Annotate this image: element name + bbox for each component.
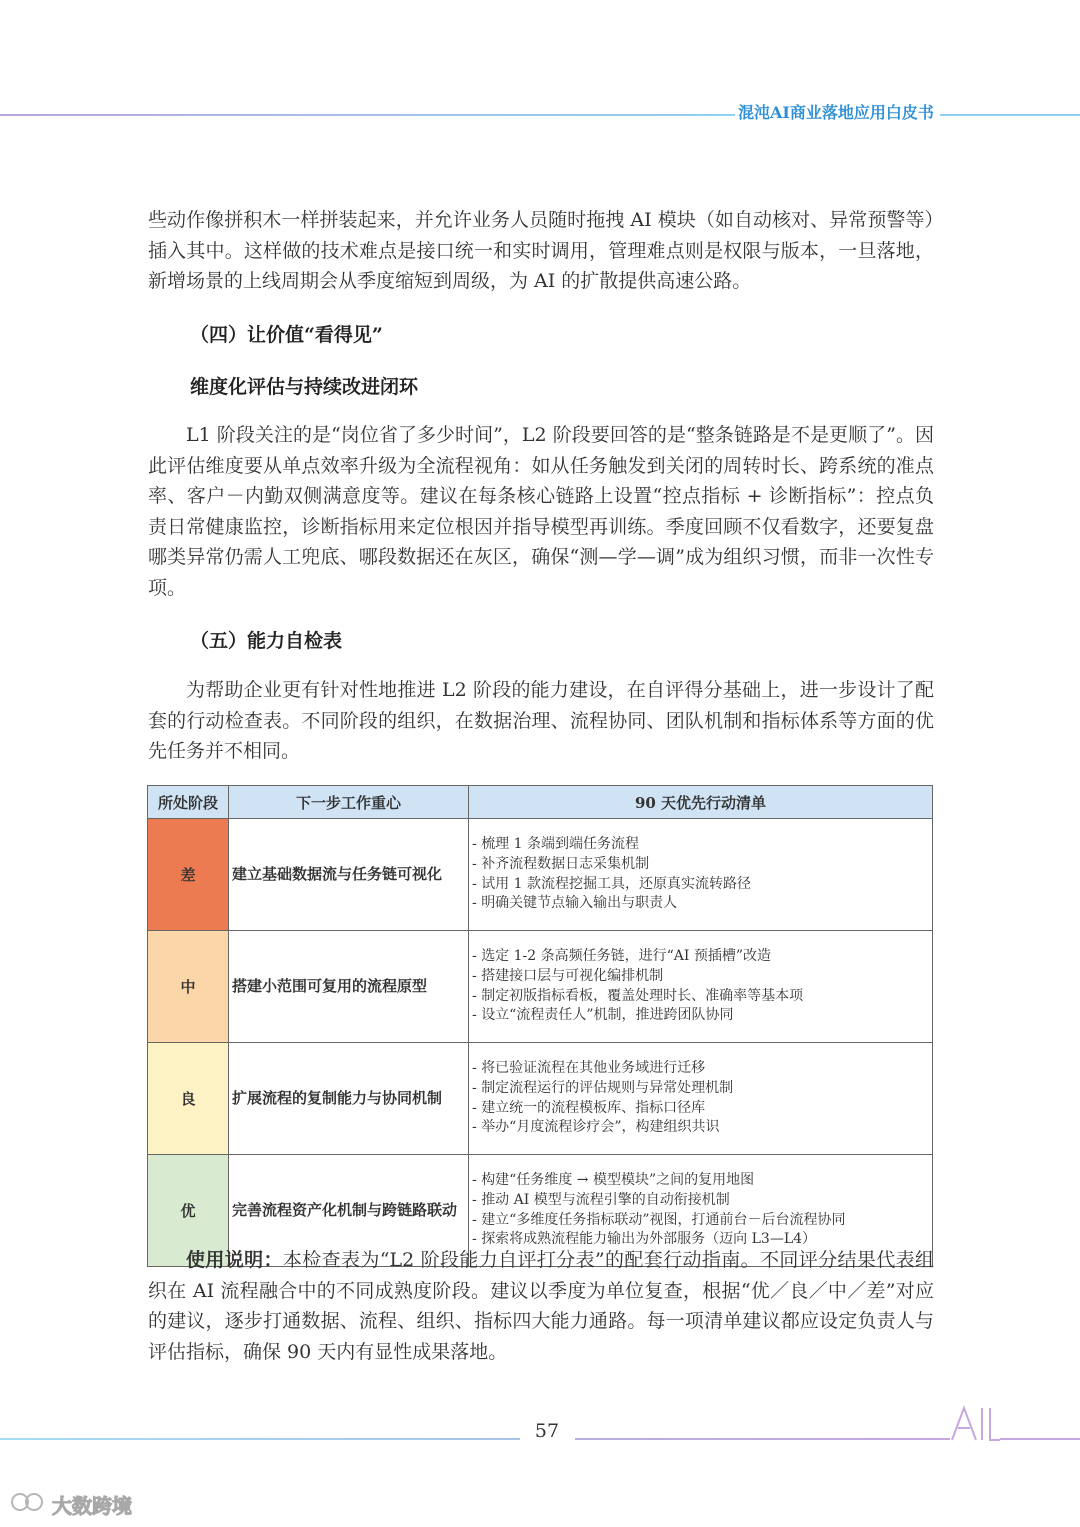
action-list (472, 1059, 926, 1138)
footer-rule-left (0, 1438, 520, 1440)
intro-paragraph-block (148, 205, 934, 297)
usage-body: 本检查表为“L2 阶段能力自评打分表”的配套行动指南。不同评分结果代表组织在 AI 流程融合中的不同成熟度阶段。建议以季度为单位复查，根据“优／良／中／差”对应的建议，逐步打通数据、流程、组织、指标四大能力通路。每一项清单建议都应设定负责人与评估指标，确保 90 天内有显性成果落地。 (148, 1249, 934, 1363)
action-item: - 选定 1-2 条高频任务链，进行“AI 预插槽”改造 (472, 947, 926, 967)
header-title: 混沌AI商业落地应用白皮书 (738, 103, 934, 122)
actions-cell (469, 819, 933, 931)
usage-note (148, 1245, 934, 1367)
header-stage: 所处阶段 (148, 786, 229, 819)
focus-cell: 完善流程资产化机制与跨链路联动 (229, 1155, 469, 1267)
stage-cell-good: 良 (148, 1043, 229, 1155)
section5-title: （五）能力自检表 (190, 630, 343, 652)
action-item: - 试用 1 款流程挖掘工具，还原真实流转路径 (472, 875, 926, 895)
action-item: - 制定初版指标看板，覆盖处理时长、准确率等基本项 (472, 987, 926, 1007)
action-item: - 梳理 1 条端到端任务流程 (472, 835, 926, 855)
section5-body-block (148, 675, 934, 767)
action-list (472, 947, 926, 1026)
action-item: - 搭建接口层与可视化编排机制 (472, 967, 926, 987)
watermark-text: 大数跨境 (52, 1493, 132, 1518)
usage-note-block (148, 1245, 934, 1367)
usage-label: 使用说明： (186, 1249, 283, 1271)
action-item: - 将已验证流程在其他业务域进行迁移 (472, 1059, 926, 1079)
stage-cell-excellent: 优 (148, 1155, 229, 1267)
action-list (472, 1171, 926, 1250)
table-header-row (148, 786, 933, 819)
action-item: - 举办“月度流程诊疗会”，构建组织共识 (472, 1118, 926, 1138)
capability-checklist-table (147, 785, 933, 1267)
table-row (148, 819, 933, 931)
watermark-icon (10, 1490, 46, 1518)
intro-paragraph: 些动作像拼积木一样拼装起来，并允许业务人员随时拖拽 AI 模块（如自动核对、异常预警等）插入其中。这样做的技术难点是接口统一和实时调用，管理难点则是权限与版本，一旦落地，新增场景的上线周期会从季度缩短到周级，为 AI 的扩散提供高速公路。 (148, 209, 934, 292)
action-list (472, 835, 926, 914)
section5-body: 为帮助企业更有针对性地推进 L2 阶段的能力建设，在自评得分基础上，进一步设计了配套的行动检查表。不同阶段的组织，在数据治理、流程协同、团队机制和指标体系等方面的优先任务并不相同。 (148, 679, 934, 762)
actions-cell (469, 931, 933, 1043)
ai-logo (950, 1404, 1000, 1446)
section4-title: （四）让价值“看得见” (190, 324, 383, 346)
watermark (10, 1490, 132, 1518)
action-item: - 推动 AI 模型与流程引擎的自动衔接机制 (472, 1191, 926, 1211)
table-row (148, 1043, 933, 1155)
action-item: - 探索将成熟流程能力输出为外部服务（迈向 L3—L4） (472, 1230, 926, 1250)
page-number: 57 (534, 1420, 560, 1442)
focus-cell: 扩展流程的复制能力与协同机制 (229, 1043, 469, 1155)
focus-cell: 搭建小范围可复用的流程原型 (229, 931, 469, 1043)
header-rule-right (940, 114, 1080, 116)
action-item: - 制定流程运行的评估规则与异常处理机制 (472, 1079, 926, 1099)
header-focus: 下一步工作重心 (229, 786, 469, 819)
action-item: - 设立“流程责任人”机制，推进跨团队协同 (472, 1006, 926, 1026)
section4-subtitle: 维度化评估与持续改进闭环 (190, 376, 419, 398)
focus-cell: 建立基础数据流与任务链可视化 (229, 819, 469, 931)
footer-rule-right (575, 1438, 950, 1440)
table-row (148, 931, 933, 1043)
footer-rule-far (1000, 1438, 1080, 1440)
section4-body-block (148, 420, 934, 603)
header-actions: 90 天优先行动清单 (469, 786, 933, 819)
stage-cell-poor: 差 (148, 819, 229, 931)
action-item: - 建立统一的流程模板库、指标口径库 (472, 1099, 926, 1119)
stage-cell-medium: 中 (148, 931, 229, 1043)
action-item: - 明确关键节点输入输出与职责人 (472, 894, 926, 914)
actions-cell (469, 1043, 933, 1155)
section4-body: L1 阶段关注的是“岗位省了多少时间”，L2 阶段要回答的是“整条链路是不是更顺了”。因此评估维度要从单点效率升级为全流程视角：如从任务触发到关闭的周转时长、跨系统的准点率、客户－内勤双侧满意度等。建议在每条核心链路上设置“控点指标 + 诊断指标”：控点负责日常健康监控，诊断指标用来定位根因并指导模型再训练。季度回顾不仅看数字，还要复盘哪类异常仍需人工兜底、哪段数据还在灰区，确保“测—学—调”成为组织习惯，而非一次性专项。 (148, 424, 934, 599)
action-item: - 构建“任务维度 → 模型模块”之间的复用地图 (472, 1171, 926, 1191)
action-item: - 补齐流程数据日志采集机制 (472, 855, 926, 875)
action-item: - 建立“多维度任务指标联动”视图，打通前台－后台流程协同 (472, 1211, 926, 1231)
header-rule-left (0, 114, 735, 116)
